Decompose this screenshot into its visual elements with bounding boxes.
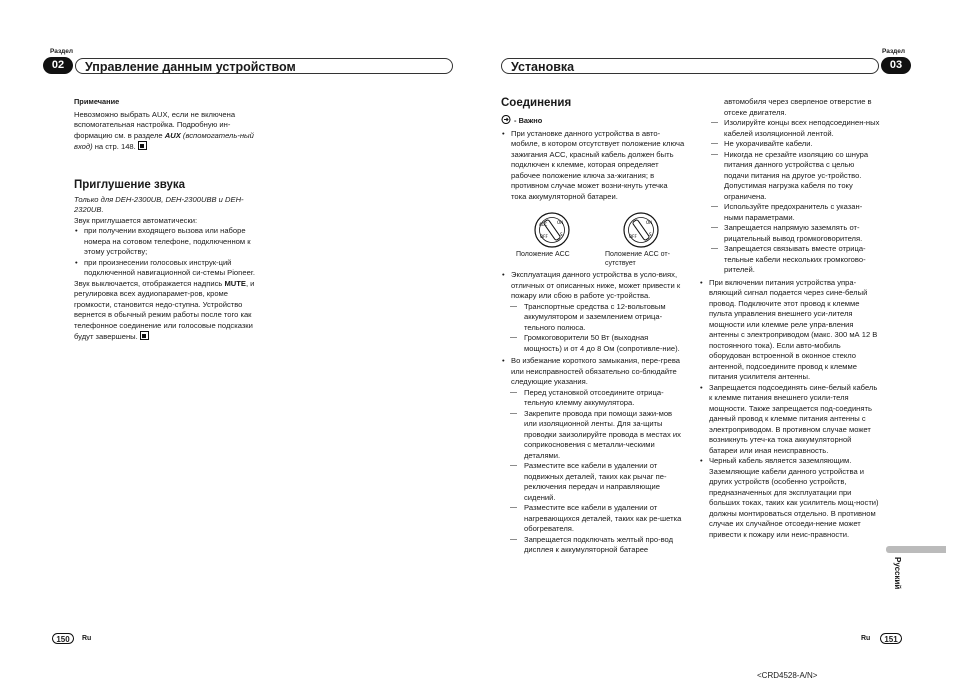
svg-text:ON: ON xyxy=(557,220,564,225)
end-mark-icon xyxy=(140,331,149,340)
dash-item: — Запрещается связывать вместе отрица-тельные кабели нескольких громкогово-рителей. xyxy=(711,244,881,276)
section-number-badge: 02 xyxy=(43,57,73,74)
bullet-item: • Черный кабель является заземляющим. Заземляющие кабели данного устройства и других устройств (особенно устройств, предназначенных для эксплуатации при больших токах, таких как усилитель мощ-ности) должны монтироваться отдельно. В противном случае их случайное отсоеди-нение может привести к пожару или неис-правности. xyxy=(699,456,881,540)
side-language-wrap xyxy=(890,557,902,605)
dash-item: — Запрещается напрямую заземлять от-рицательный вывод громкоговорителя. xyxy=(711,223,881,244)
note-title: Примечание xyxy=(74,97,120,106)
svg-text:OFF: OFF xyxy=(540,234,548,239)
important-label: - Важно xyxy=(501,115,685,127)
section-number-badge: 03 xyxy=(881,57,911,74)
dash-item: — Разместите все кабели в удалении от подвижных деталей, таких как рычаг пе-реключения передач и направляющие сидений. xyxy=(501,461,685,503)
dash-item: — Разместите все кабели в удалении от нагревающихся деталей, таких как ре-шетка обогревателя. xyxy=(501,503,685,535)
dash-item: — Используйте предохранитель с указан-ными параметрами. xyxy=(711,202,881,223)
dash-item: — Закрепите провода при помощи зажи-мов или изоляционной ленты. Для за-щиты проводки заизолируйте провода в местах их соприкосновения с металли-ческими деталями. xyxy=(501,409,685,462)
dash-item: — Запрещается подключать желтый про-вод дисплея к аккумуляторной батарее xyxy=(501,535,685,556)
side-language-label: Русский xyxy=(893,557,902,590)
mute-bullet: • при получении входящего вызова или наборе номера на сотовом телефоне, подключенном к этому устройству; xyxy=(74,226,260,258)
end-mark-icon xyxy=(138,141,147,150)
mute-intro: Звук приглушается автоматически: xyxy=(74,215,198,225)
dash-item: — Никогда не срезайте изоляцию со шнура питания данного устройства с целью подачи питания на другое ус-тройство. Допустимая нагрузка кабеля по току ограничена. xyxy=(711,150,881,203)
document-code: <CRD4528-A/N> xyxy=(757,671,818,680)
right-column-2 xyxy=(699,97,881,540)
bullet-item: • При включении питания устройства упра-вляющий сигнал подается через сине-белый провод. Подключите этот провод к клемме пульта управления внешнего уси-лителя мощности или клемме реле упра-вления антенны с электроприводом (макс. 300 мА 12 В постоянного тока). Если авто-мобиль оборудован встроенной в оконное стекло антенной, подсоедините провод к клемме питания усилителя антенны. xyxy=(699,278,881,383)
mute-paragraph: Звук выключается, отображается надпись MUTE, и регулировка всех аудиопарамет-ров, кроме громкости, становится недо-ступна. Устройство вернется в обычный режим работы после того как телефонное соединение или голосовые подсказки будут завершены. xyxy=(74,278,255,341)
bullet-item: • При установке данного устройства в авто-мобиле, в котором отсутствует положение ключа зажигания ACC, красный кабель должен быть подключен к клемме, которая определяет рабочее положение ключа за-жигания; в противном случае может возни-кнуть утечка тока аккумуляторной батареи. xyxy=(501,129,685,203)
mute-models: Только для DEH-2300UB, DEH-2300UBB и DEH-2320UB. xyxy=(74,194,244,214)
chapter-title: Управление данным устройством xyxy=(75,58,453,74)
ignition-no-acc-icon xyxy=(621,212,661,248)
note-text: Невозможно выбрать AUX, если не включена вспомогательная настройка. Подробную ин-формацию см. в разделе AUX (вспомогатель-ный вход) на стр. 148. xyxy=(74,109,254,151)
mute-heading: Приглушение звука xyxy=(74,178,186,191)
figure-caption: Положение ACC от-сутствует xyxy=(605,251,670,267)
svg-text:ACC: ACC xyxy=(539,222,548,227)
bullet-item: • Запрещается подсоединять сине-белый кабель к клемме питания внешнего усили-теля мощности. Также запрещается под-соединять данный провод к клемме питания антенны с электроприводом. В противном случае может возникнуть утеч-ка тока аккумуляторной батареи или иная неисправность. xyxy=(699,383,881,457)
dash-item: — Перед установкой отсоедините отрица-тельную клемму аккумулятора. xyxy=(501,388,685,409)
ignition-acc-icon xyxy=(532,212,572,248)
continued-text: автомобиля через сверленое отверстие в отсеке двигателя. xyxy=(724,97,872,117)
dash-item: — Громкоговорители 50 Вт (выходная мощность) и от 4 до 8 Ом (сопротивле-ние). xyxy=(501,333,685,354)
dash-item: — Изолируйте концы всех неподсоединен-ных кабелей изоляционной лентой. xyxy=(711,118,881,139)
svg-text:S: S xyxy=(560,232,563,237)
dash-item: — Транспортные средства с 12-вольтовым аккумулятором и заземлением отрица-тельного полюса. xyxy=(501,302,685,334)
lang-code: Ru xyxy=(82,635,92,642)
ignition-figures xyxy=(501,210,685,267)
dash-item: — Не укорачивайте кабели. xyxy=(711,139,881,150)
mute-bullet: • при произнесении голосовых инструк-ций подключенной навигационной си-стемы Pioneer. xyxy=(74,258,260,279)
lang-code: Ru xyxy=(861,635,871,642)
section-word: Раздел xyxy=(50,48,74,55)
page-number: 151 xyxy=(880,633,902,644)
figure-caption: Положение ACC xyxy=(516,251,570,258)
connections-heading: Соединения xyxy=(501,97,572,109)
svg-text:OFF: OFF xyxy=(629,234,637,239)
language-tab-marker xyxy=(886,546,946,553)
page-number: 150 xyxy=(52,633,74,644)
right-column-1 xyxy=(501,96,685,556)
svg-text:ON: ON xyxy=(646,220,653,225)
left-column xyxy=(74,97,260,343)
chapter-title: Установка xyxy=(501,58,879,74)
section-word: Раздел xyxy=(882,48,906,55)
svg-text:S: S xyxy=(649,232,652,237)
important-icon xyxy=(501,115,512,124)
bullet-item: • Во избежание короткого замыкания, пере-грева или неисправностей обязательно со-блюдайте следующие указания. xyxy=(501,356,685,388)
bullet-item: • Эксплуатация данного устройства в усло-виях, отличных от описанных ниже, может привести к пожару или сбою в работе ус-тройства. xyxy=(501,270,685,302)
